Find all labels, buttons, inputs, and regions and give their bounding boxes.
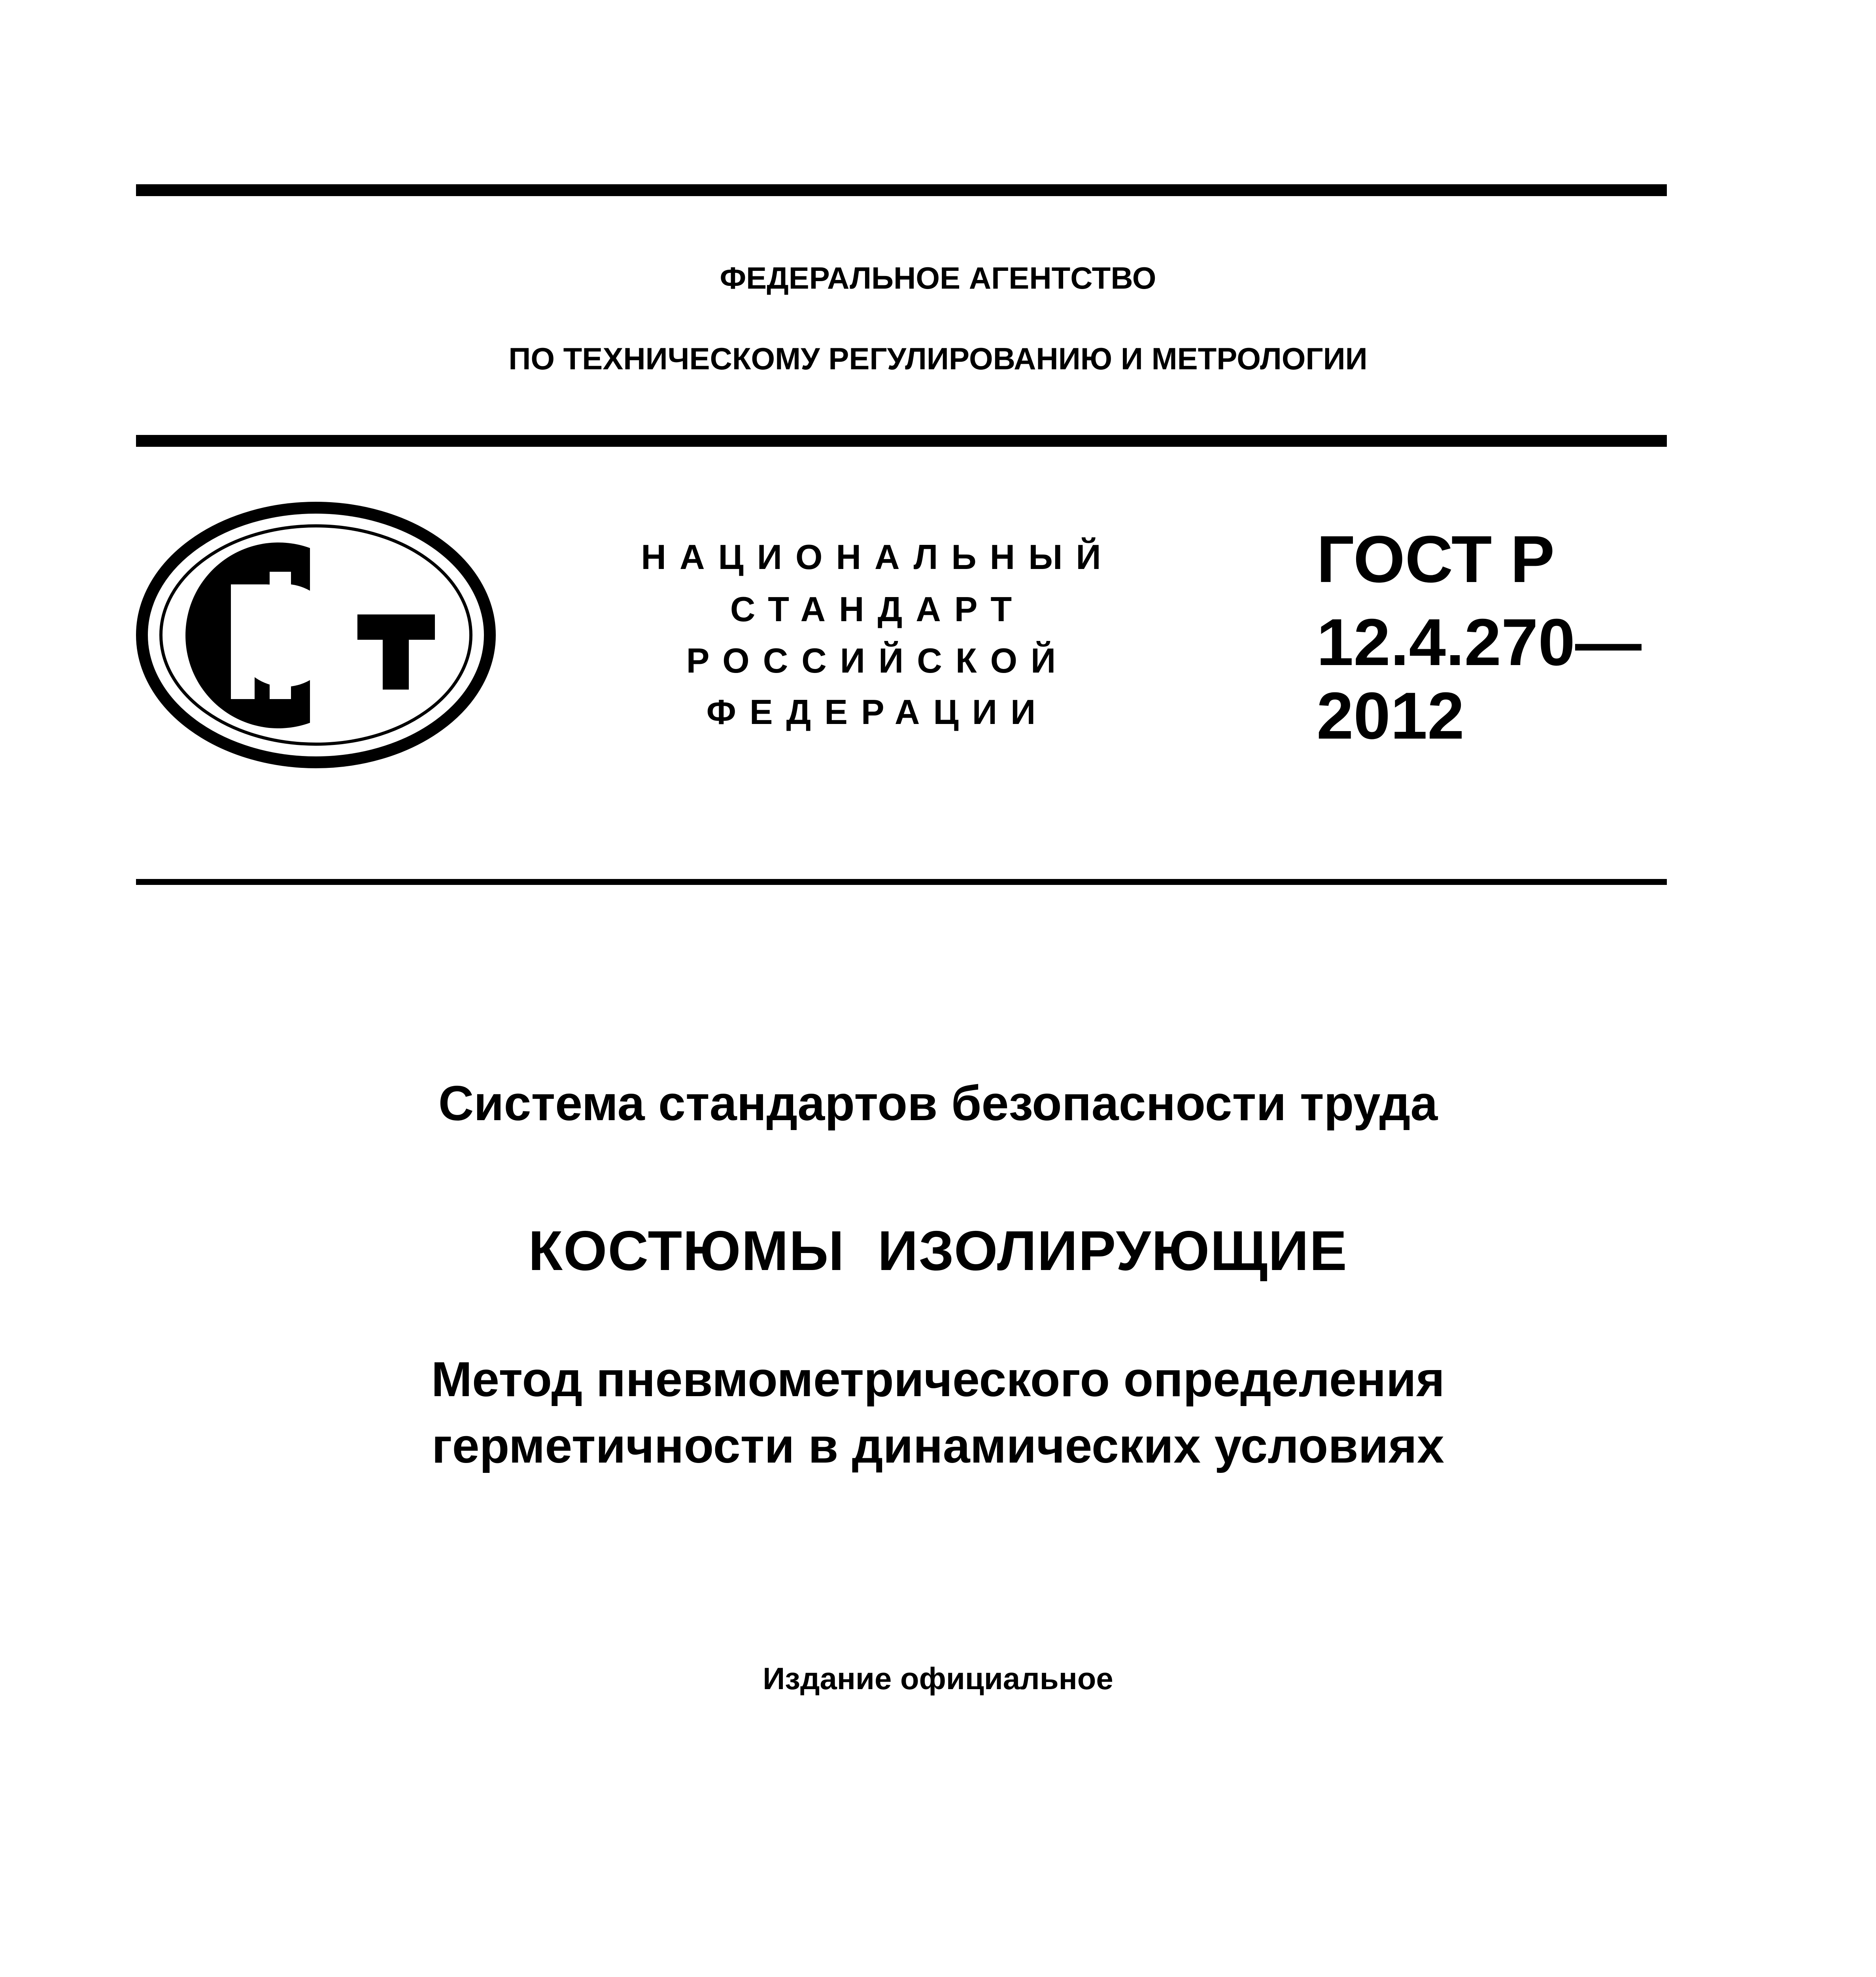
document-subtitle-line2: герметичности в динамических условиях bbox=[431, 1419, 1444, 1473]
agency-name-line1: ФЕДЕРАЛЬНОЕ АГЕНТСТВО bbox=[720, 261, 1156, 295]
national-standard-line1: НАЦИОНАЛЬНЫЙ bbox=[641, 537, 1115, 576]
national-standard-line3: РОССИЙСКОЙ bbox=[686, 641, 1069, 680]
national-standard-line4: ФЕДЕРАЦИИ bbox=[706, 692, 1049, 731]
title-divider bbox=[136, 879, 1667, 885]
gost-rst-logo bbox=[136, 501, 496, 769]
standard-number: 12.4.270— bbox=[1317, 605, 1642, 679]
standard-year: 2012 bbox=[1317, 679, 1464, 753]
document-title: КОСТЮМЫ ИЗОЛИРУЮЩИЕ bbox=[528, 1219, 1348, 1282]
standard-designation: ГОСТ Р bbox=[1317, 522, 1555, 596]
header-divider bbox=[136, 435, 1667, 447]
document-subtitle-line1: Метод пневмометрического определения bbox=[431, 1352, 1445, 1407]
top-divider bbox=[136, 184, 1667, 196]
agency-name-line2: ПО ТЕХНИЧЕСКОМУ РЕГУЛИРОВАНИЮ И МЕТРОЛОГИИ bbox=[508, 341, 1368, 376]
series-title: Система стандартов безопасности труда bbox=[438, 1076, 1438, 1131]
national-standard-line2: СТАНДАРТ bbox=[730, 590, 1026, 629]
edition-label: Издание официальное bbox=[763, 1661, 1113, 1696]
